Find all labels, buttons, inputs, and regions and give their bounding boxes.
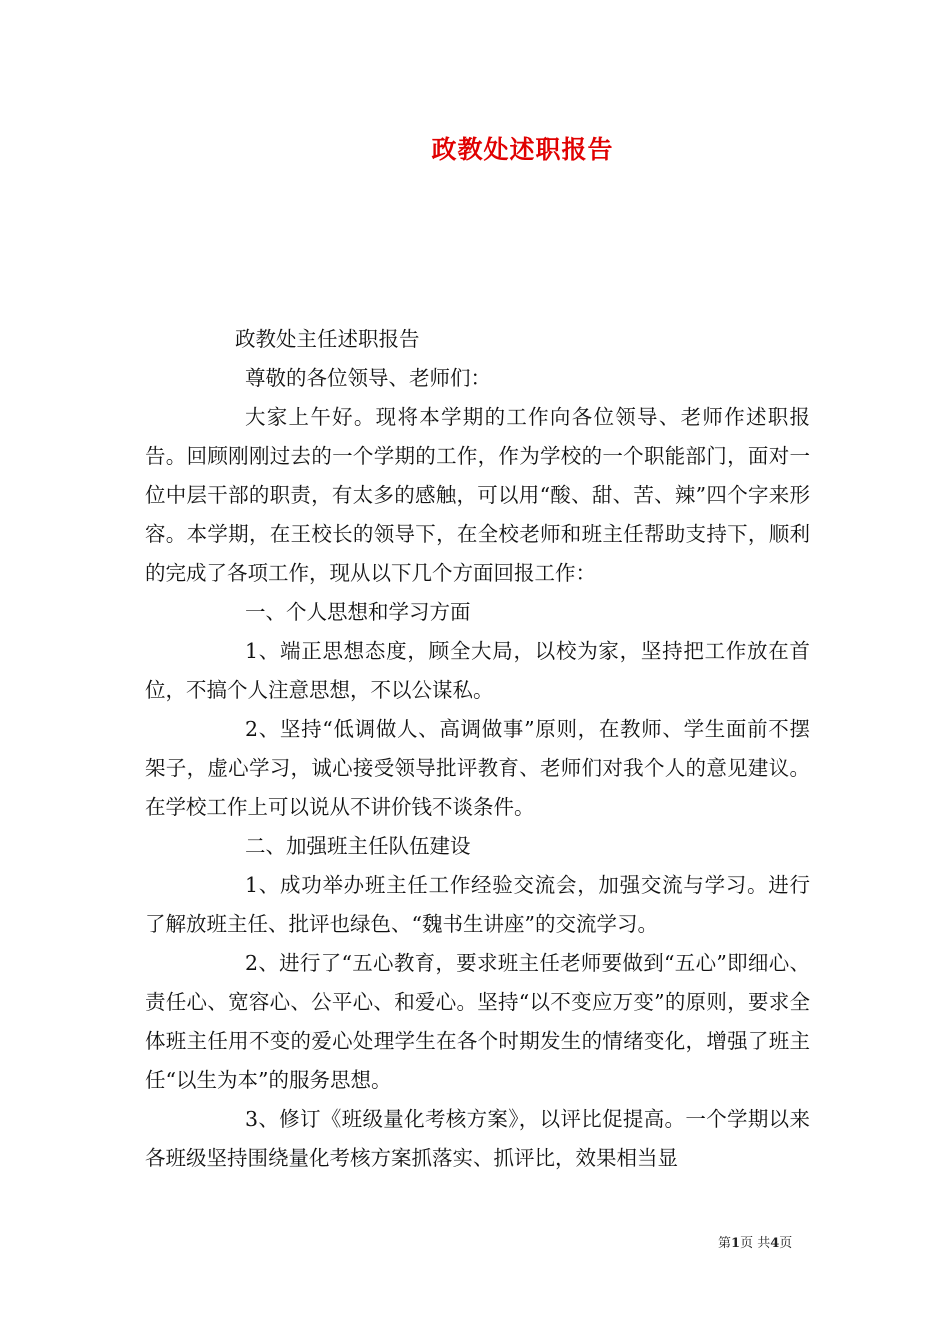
salutation: 尊敬的各位领导、老师们：: [245, 366, 491, 390]
page-title: 政教处述职报告: [431, 135, 614, 164]
footer-page-number: 1: [731, 1236, 741, 1251]
document-subtitle: 政教处主任述职报告: [235, 327, 420, 351]
footer-prefix: 第: [718, 1236, 732, 1251]
page-footer: [718, 1232, 792, 1251]
paragraph-2-3: 3、修订《班级量化考核方案》，以评比促提高。一个学期以来各班级坚持围绕量化考核方案抓落实、抓评比，效果相当显: [145, 1107, 810, 1170]
document-body: [145, 320, 810, 1178]
paragraph-intro: 大家上午好。现将本学期的工作向各位领导、老师作述职报告。回顾刚刚过去的一个学期的工作，作为学校的一个职能部门，面对一位中层干部的职责，有太多的感触，可以用“酸、甜、苦、辣”四个字来形容。本学期，在王校长的领导下，在全校老师和班主任帮助支持下，顺利的完成了各项工作，现从以下几个方面回报工作：: [145, 405, 810, 585]
section-heading-2: 二、加强班主任队伍建设: [245, 834, 471, 858]
paragraph-1-1: 1、端正思想态度，顾全大局，以校为家，坚持把工作放在首位，不搞个人注意思想，不以公谋私。: [145, 639, 810, 702]
footer-middle: 页 共: [740, 1236, 771, 1251]
paragraph-2-1: 1、成功举办班主任工作经验交流会，加强交流与学习。进行了解放班主任、批评也绿色、“魏书生讲座”的交流学习。: [145, 873, 810, 936]
section-heading-1: 一、个人思想和学习方面: [245, 600, 471, 624]
footer-total-pages: 4: [770, 1236, 780, 1251]
paragraph-2-2: 2、进行了“五心教育，要求班主任老师要做到“五心”即细心、责任心、宽容心、公平心、和爱心。坚持“以不变应万变”的原则，要求全体班主任用不变的爱心处理学生在各个时期发生的情绪变化，增强了班主任“以生为本”的服务思想。: [145, 951, 810, 1092]
paragraph-1-2: 2、坚持“低调做人、高调做事”原则，在教师、学生面前不摆架子，虚心学习，诚心接受领导批评教育、老师们对我个人的意见建议。在学校工作上可以说从不讲价钱不谈条件。: [145, 717, 810, 819]
footer-suffix: 页: [779, 1236, 793, 1251]
